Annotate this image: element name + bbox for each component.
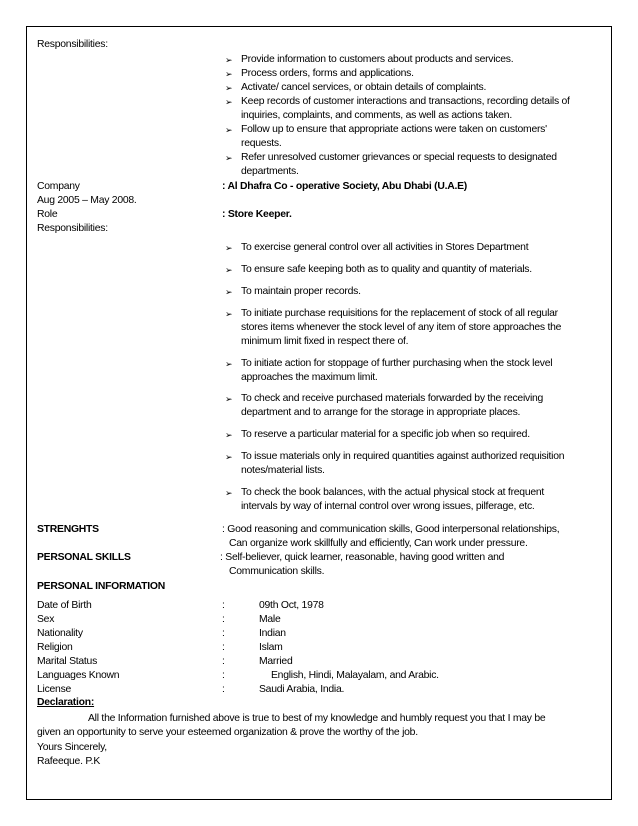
strengths-line-2: Can organize work skillfully and efficiently, Can work under pressure. [229,538,528,549]
personal-skills-line-1: : Self-believer, quick learner, reasonable, having good written and [220,552,505,563]
responsibility-2-text: To issue materials only in required quantities against authorized requisition [241,451,565,462]
responsibility-2-text: To exercise general control over all activities in Stores Department [241,242,529,253]
responsibility-1-text: inquiries, complaints, and comments, as well as actions taken. [241,110,512,121]
declaration-line-2: given an opportunity to serve your esteemed organization & prove the worthy of the job. [37,727,418,738]
personal-info-value: Indian [259,628,286,639]
personal-info-value: Saudi Arabia, India. [259,684,345,695]
declaration-label: Declaration: [37,697,95,708]
responsibility-2-text: To initiate purchase requisitions for the replacement of stock of all regular [241,308,558,319]
responsibility-2-text: notes/material lists. [241,465,325,476]
arrow-bullet-icon: ➢ [225,394,233,404]
personal-info-label: Languages Known [37,670,120,681]
arrow-bullet-icon: ➢ [225,83,233,93]
arrow-bullet-icon: ➢ [225,452,233,462]
arrow-bullet-icon: ➢ [225,97,233,107]
signature-name: Rafeeque. P.K [37,756,100,767]
arrow-bullet-icon: ➢ [225,287,233,297]
arrow-bullet-icon: ➢ [225,488,233,498]
personal-info-value: Married [259,656,293,667]
company-value: : Al Dhafra Co - operative Society, Abu Dhabi (U.A.E) [222,181,468,192]
role-value: : Store Keeper. [222,209,292,220]
arrow-bullet-icon: ➢ [225,359,233,369]
responsibility-1-text: Process orders, forms and applications. [241,68,414,79]
responsibility-2-text: department and to arrange for the storage in appropriate places. [241,407,521,418]
responsibility-1-text: Refer unresolved customer grievances or special requests to designated [241,152,557,163]
personal-info-value: 09th Oct, 1978 [259,600,324,611]
responsibility-1-text: departments. [241,166,299,177]
personal-skills-label: PERSONAL SKILLS [37,552,131,563]
personal-info-label: Date of Birth [37,600,92,611]
personal-info-value: Male [259,614,281,625]
personal-skills-line-2: Communication skills. [229,566,325,577]
personal-info-label: License [37,684,72,695]
responsibility-2-text: stores items whenever the stock level of any item of store approaches the [241,322,562,333]
responsibility-2-text: intervals by way of internal control over wrong issues, pilferage, etc. [241,501,535,512]
personal-info-colon: : [222,670,225,681]
responsibility-2-text: minimum limit fixed in respect there of. [241,336,409,347]
personal-info-colon: : [222,614,225,625]
arrow-bullet-icon: ➢ [225,69,233,79]
arrow-bullet-icon: ➢ [225,309,233,319]
responsibility-2-text: To check the book balances, with the actual physical stock at frequent [241,487,545,498]
personal-info-label: Religion [37,642,73,653]
responsibilities-label-2: Responsibilities: [37,223,108,234]
personal-info-value: Islam [259,642,283,653]
arrow-bullet-icon: ➢ [225,243,233,253]
employment-period: Aug 2005 – May 2008. [37,195,137,206]
personal-info-colon: : [222,656,225,667]
declaration-line-1: All the Information furnished above is true to best of my knowledge and humbly request you that I may be [88,713,546,724]
strengths-label: STRENGHTS [37,524,99,535]
responsibility-2-text: To maintain proper records. [241,286,361,297]
responsibility-1-text: Keep records of customer interactions and transactions, recording details of [241,96,570,107]
closing-text: Yours Sincerely, [37,742,107,753]
arrow-bullet-icon: ➢ [225,430,233,440]
personal-info-label: Marital Status [37,656,98,667]
personal-info-value: English, Hindi, Malayalam, and Arabic. [271,670,439,681]
personal-info-label: Nationality [37,628,83,639]
responsibility-1-text: requests. [241,138,282,149]
arrow-bullet-icon: ➢ [225,55,233,65]
responsibility-2-text: To ensure safe keeping both as to quality and quantity of materials. [241,264,532,275]
strengths-line-1: : Good reasoning and communication skills, Good interpersonal relationships, [222,524,560,535]
arrow-bullet-icon: ➢ [225,125,233,135]
personal-info-colon: : [222,684,225,695]
responsibility-1-text: Follow up to ensure that appropriate actions were taken on customers' [241,124,547,135]
personal-info-colon: : [222,628,225,639]
arrow-bullet-icon: ➢ [225,153,233,163]
responsibilities-label: Responsibilities: [37,39,108,50]
responsibility-1-text: Provide information to customers about products and services. [241,54,514,65]
company-label: Company [37,181,80,192]
responsibility-2-text: To initiate action for stoppage of further purchasing when the stock level [241,358,553,369]
responsibility-1-text: Activate/ cancel services, or obtain details of complaints. [241,82,487,93]
personal-information-label: PERSONAL INFORMATION [37,581,165,592]
personal-info-colon: : [222,642,225,653]
personal-info-colon: : [222,600,225,611]
arrow-bullet-icon: ➢ [225,265,233,275]
role-label: Role [37,209,58,220]
responsibility-2-text: approaches the maximum limit. [241,372,378,383]
personal-info-label: Sex [37,614,55,625]
responsibility-2-text: To reserve a particular material for a specific job when so required. [241,429,530,440]
responsibility-2-text: To check and receive purchased materials forwarded by the receiving [241,393,544,404]
